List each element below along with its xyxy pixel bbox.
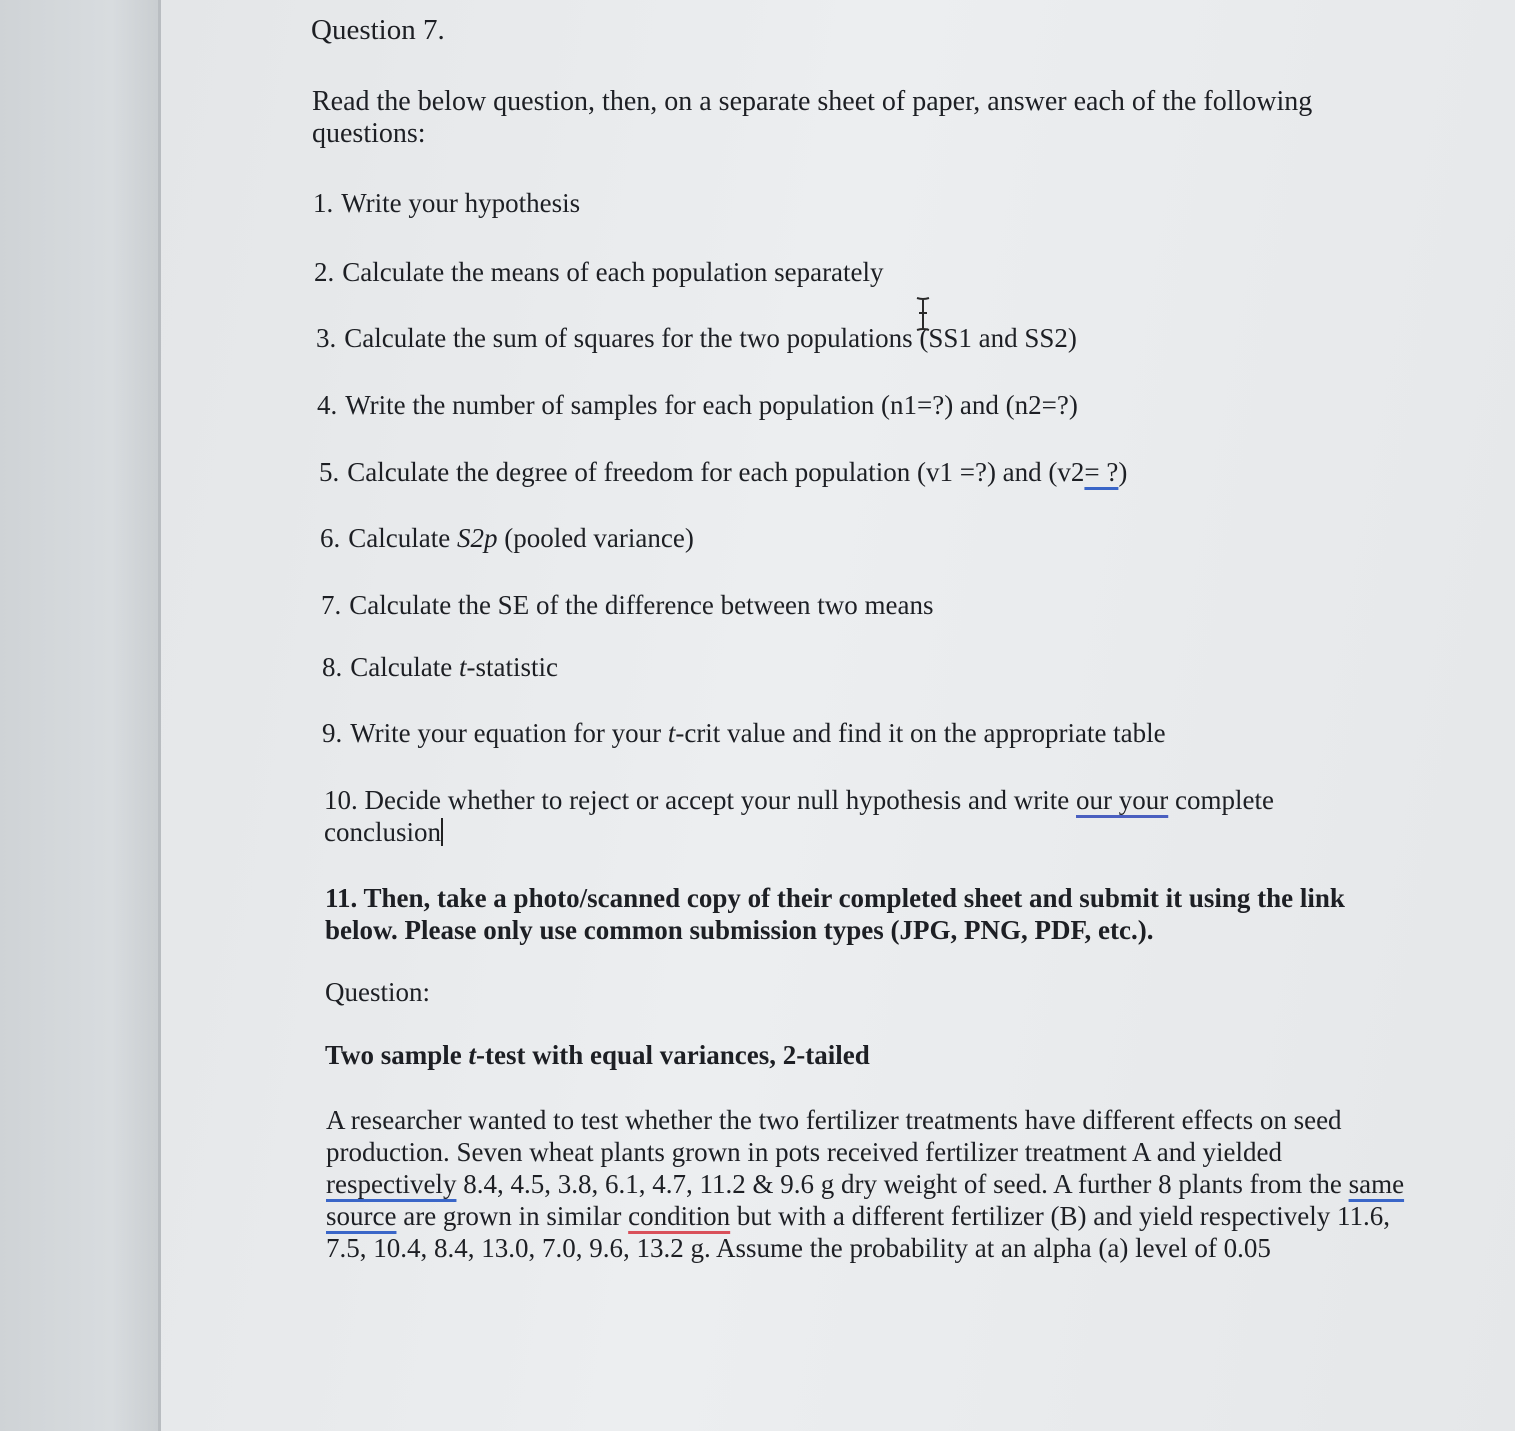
subtitle-part: Two sample — [325, 1040, 469, 1070]
question-item — [322, 652, 558, 683]
italic-term: t — [667, 718, 676, 748]
question-item — [313, 188, 580, 219]
problem-text: but with a different fertilizer (B) and yield respectively 11.6, 7.5, 10.4, 8.4, 13.0, 7.0, 9.6, 13.2 g. Assume the probability at an alpha (a) level of 0.05 — [326, 1201, 1390, 1263]
italic-term: t — [458, 652, 467, 682]
question-label: Question: — [325, 977, 430, 1007]
left-margin — [0, 0, 160, 1431]
question-item — [317, 390, 1078, 421]
item-text-end: (pooled variance) — [497, 523, 694, 553]
item-text-end: ) — [1118, 457, 1128, 487]
intro-text: Read the below question, then, on a separate sheet of paper, answer each of the following questions: — [312, 86, 1313, 149]
grammar-underline: same source — [326, 1169, 1405, 1231]
question-item — [314, 257, 884, 288]
question-item — [319, 457, 1127, 488]
item-number: 5. — [319, 457, 340, 487]
item-text: Write your equation for your — [350, 718, 668, 748]
item-number: 10. — [324, 785, 358, 815]
item-text: Calculate the means of each population separately — [342, 257, 884, 287]
item-text: Calculate the sum of squares for the two populations (SS1 and SS2) — [344, 323, 1077, 353]
subtitle-part: -test with equal variances, 2-tailed — [476, 1040, 870, 1070]
item-text: Calculate — [348, 523, 457, 553]
item-number: 4. — [317, 390, 338, 420]
italic-term: S2p — [456, 523, 498, 553]
question-item — [325, 882, 1405, 946]
item-number: 2. — [314, 257, 335, 287]
page-title: Question 7. — [311, 14, 445, 46]
item-text-end: -statistic — [466, 652, 558, 682]
item-number: 1. — [313, 188, 334, 218]
item-text: Write your hypothesis — [341, 188, 581, 218]
question-item — [322, 718, 1166, 749]
problem-title — [325, 1040, 870, 1071]
item-number: 11. — [325, 883, 358, 913]
problem-text: A researcher wanted to test whether the two fertilizer treatments have different effects on seed production. Seven wheat plants grown in pots received fertilizer treatment A and yielded — [326, 1105, 1342, 1167]
item-text-end: complete conclusion — [324, 785, 1274, 847]
question-item — [324, 784, 1334, 848]
text-caret — [441, 818, 443, 846]
text-cursor-icon — [914, 296, 932, 332]
item-number: 8. — [322, 652, 343, 682]
item-text: Calculate the SE of the difference between two means — [349, 590, 934, 620]
item-text-end: -crit value and find it on the appropriate table — [675, 718, 1166, 748]
problem-statement — [326, 1104, 1406, 1264]
item-text: Then, take a photo/scanned copy of their completed sheet and submit it using the link below. Please only use common submission types (JPG, PNG, PDF, etc.). — [325, 883, 1345, 945]
item-number: 9. — [322, 718, 343, 748]
spelling-underline: condition — [628, 1201, 731, 1231]
problem-text: 8.4, 4.5, 3.8, 6.1, 4.7, 11.2 & 9.6 g dry weight of seed. A further 8 plants from the — [456, 1169, 1349, 1199]
item-number: 7. — [321, 590, 342, 620]
grammar-underline: = ? — [1084, 457, 1119, 487]
question-item — [316, 323, 1077, 354]
italic-term: t — [468, 1040, 477, 1070]
item-number: 6. — [320, 523, 341, 553]
grammar-underline: respectively — [326, 1169, 457, 1199]
item-number: 3. — [316, 323, 337, 353]
item-text: Calculate the degree of freedom for each population (v1 =?) and (v2 — [347, 457, 1085, 487]
problem-text: are grown in similar — [396, 1201, 629, 1231]
item-text: Decide whether to reject or accept your null hypothesis and write — [364, 785, 1076, 815]
question-item — [320, 523, 694, 554]
question-item — [321, 590, 934, 621]
grammar-underline: our your — [1076, 785, 1169, 815]
item-text: Write the number of samples for each population (n1=?) and (n2=?) — [345, 390, 1078, 420]
item-text: Calculate — [350, 652, 459, 682]
